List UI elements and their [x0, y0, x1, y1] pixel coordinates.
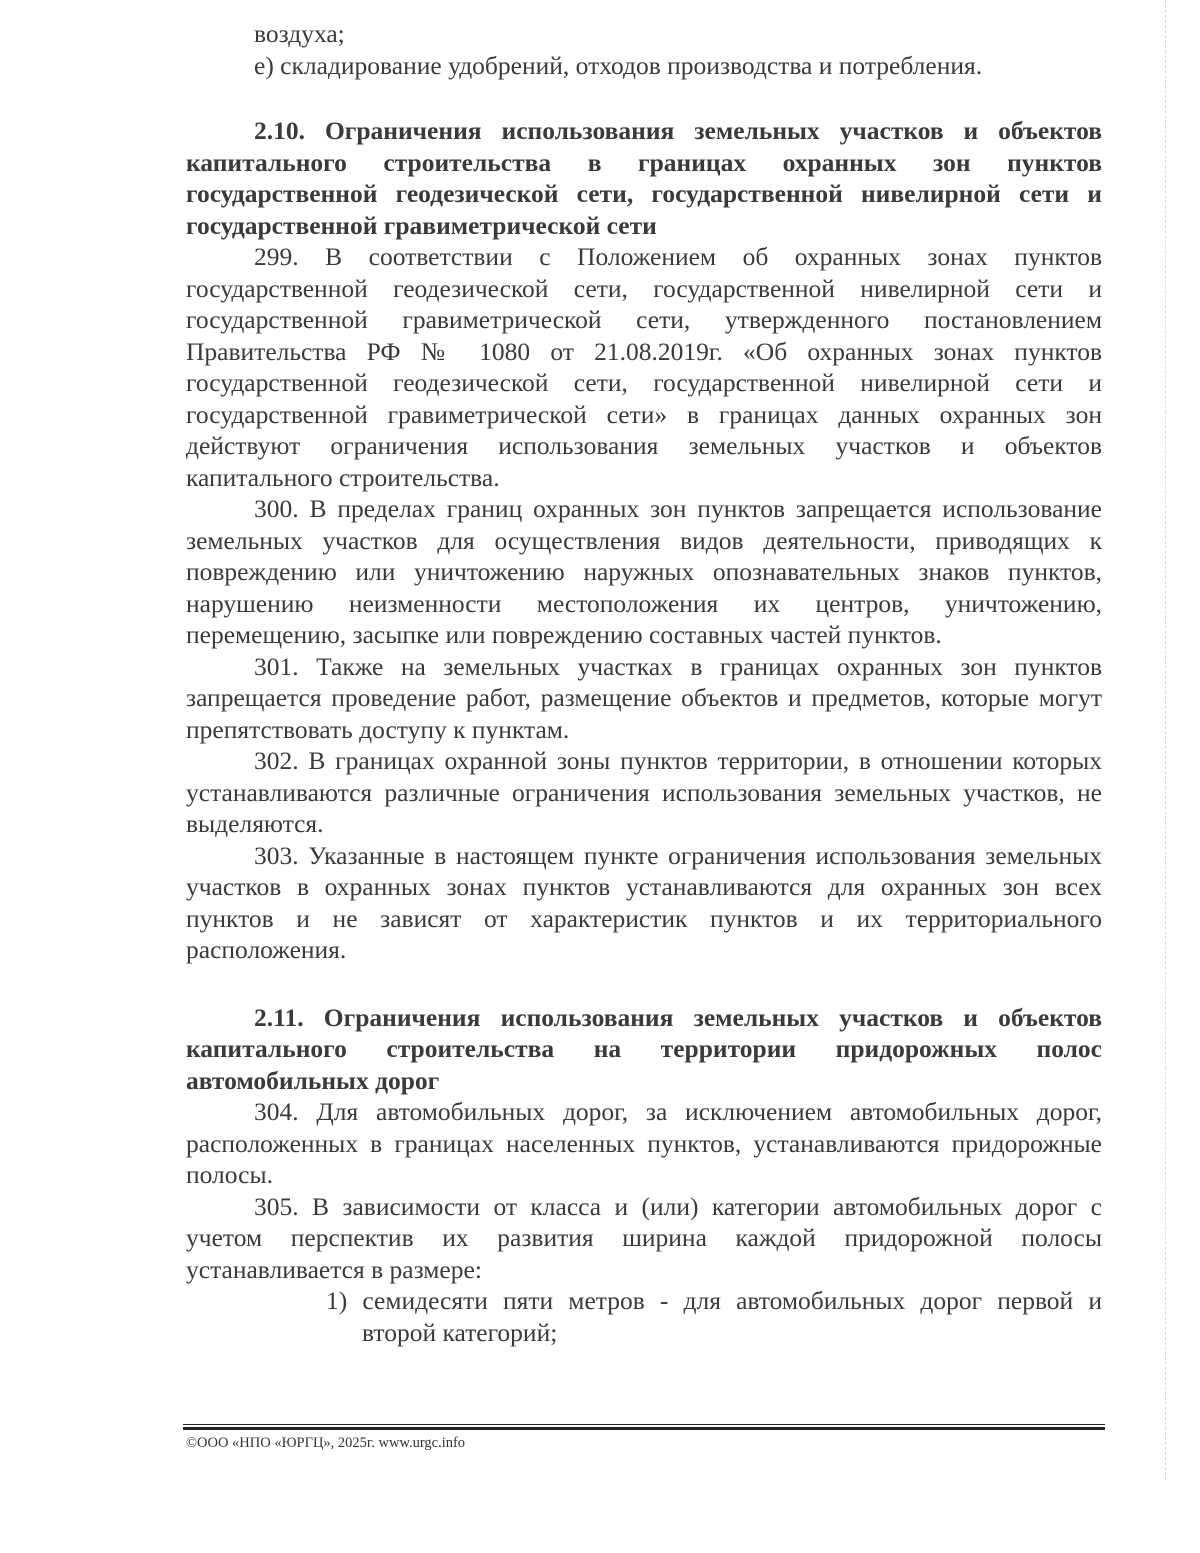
paragraph-304: 304. Для автомобильных дорог, за исключением автомобильных дорог, расположенных в границах населенных пунктов, устанавливаются придорожные полосы.: [186, 1097, 1102, 1189]
paragraph-300: 300. В пределах границ охранных зон пунктов запрещается использование земельных участков для осуществления видов деятельности, приводящих к повреждению или уничтожению наружных опознавательных знаков пунктов, нарушению неизменности местоположения их центров, уничтожению, перемещению, засыпке или повреждению составных частей пунктов.: [186, 494, 1102, 649]
section-heading-2-10: 2.10. Ограничения использования земельных участков и объектов капитального строительства в границах охранных зон пунктов государственной геодезической сети, государственной нивелирной сети и государственной гравиметрической сети: [186, 116, 1102, 240]
footer-copyright: ©ООО «НПО «ЮРГЦ», 2025г. www.urgc.info: [186, 1435, 466, 1451]
footer-divider-thick: [183, 1427, 1105, 1430]
list-item: 1) семидесяти пяти метров - для автомобильных дорог первой и второй категорий;: [326, 1286, 1102, 1347]
paragraph-299: 299. В соответствии с Положением об охранных зонах пунктов государственной геодезической сети, государственной нивелирной сети и государственной гравиметрической сети, утвержденного постановлением Правительства РФ № 1080 от 21.08.2019г. «Об охранных зонах пунктов государственной геодезической сети, государственной нивелирной сети и государственной гравиметрической сети» в границах данных охранных зон действуют ограничения использования земельных участков и объектов капитального строительства.: [186, 242, 1102, 492]
scan-edge-line: [1165, 0, 1166, 1480]
paragraph-303: 303. Указанные в настоящем пункте ограничения использования земельных участков в охранных зонах пунктов устанавливаются для охранных зон всех пунктов и не зависят от характеристик пунктов и их территориального расположения.: [186, 840, 1102, 964]
paragraph-301: 301. Также на земельных участках в границах охранных зон пунктов запрещается проведение работ, размещение объектов и предметов, которые могут препятствовать доступу к пунктам.: [186, 651, 1102, 744]
section-heading-2-11: 2.11. Ограничения использования земельных участков и объектов капитального строительства на территории придорожных полос автомобильных дорог: [186, 1002, 1102, 1095]
paragraph-305: 305. В зависимости от класса и (или) категории автомобильных дорог с учетом перспектив их развития ширина каждой придорожной полосы устанавливается в размере:: [186, 1191, 1102, 1284]
text-line: е) складирование удобрений, отходов производства и потребления.: [254, 50, 983, 80]
footer-divider: [183, 1424, 1105, 1425]
document-body: [186, 18, 1102, 1348]
text-line: воздуха;: [254, 19, 345, 48]
paragraph-302: 302. В границах охранной зоны пунктов территории, в отношении которых устанавливаются различные ограничения использования земельных участков, не выделяются.: [186, 746, 1102, 838]
